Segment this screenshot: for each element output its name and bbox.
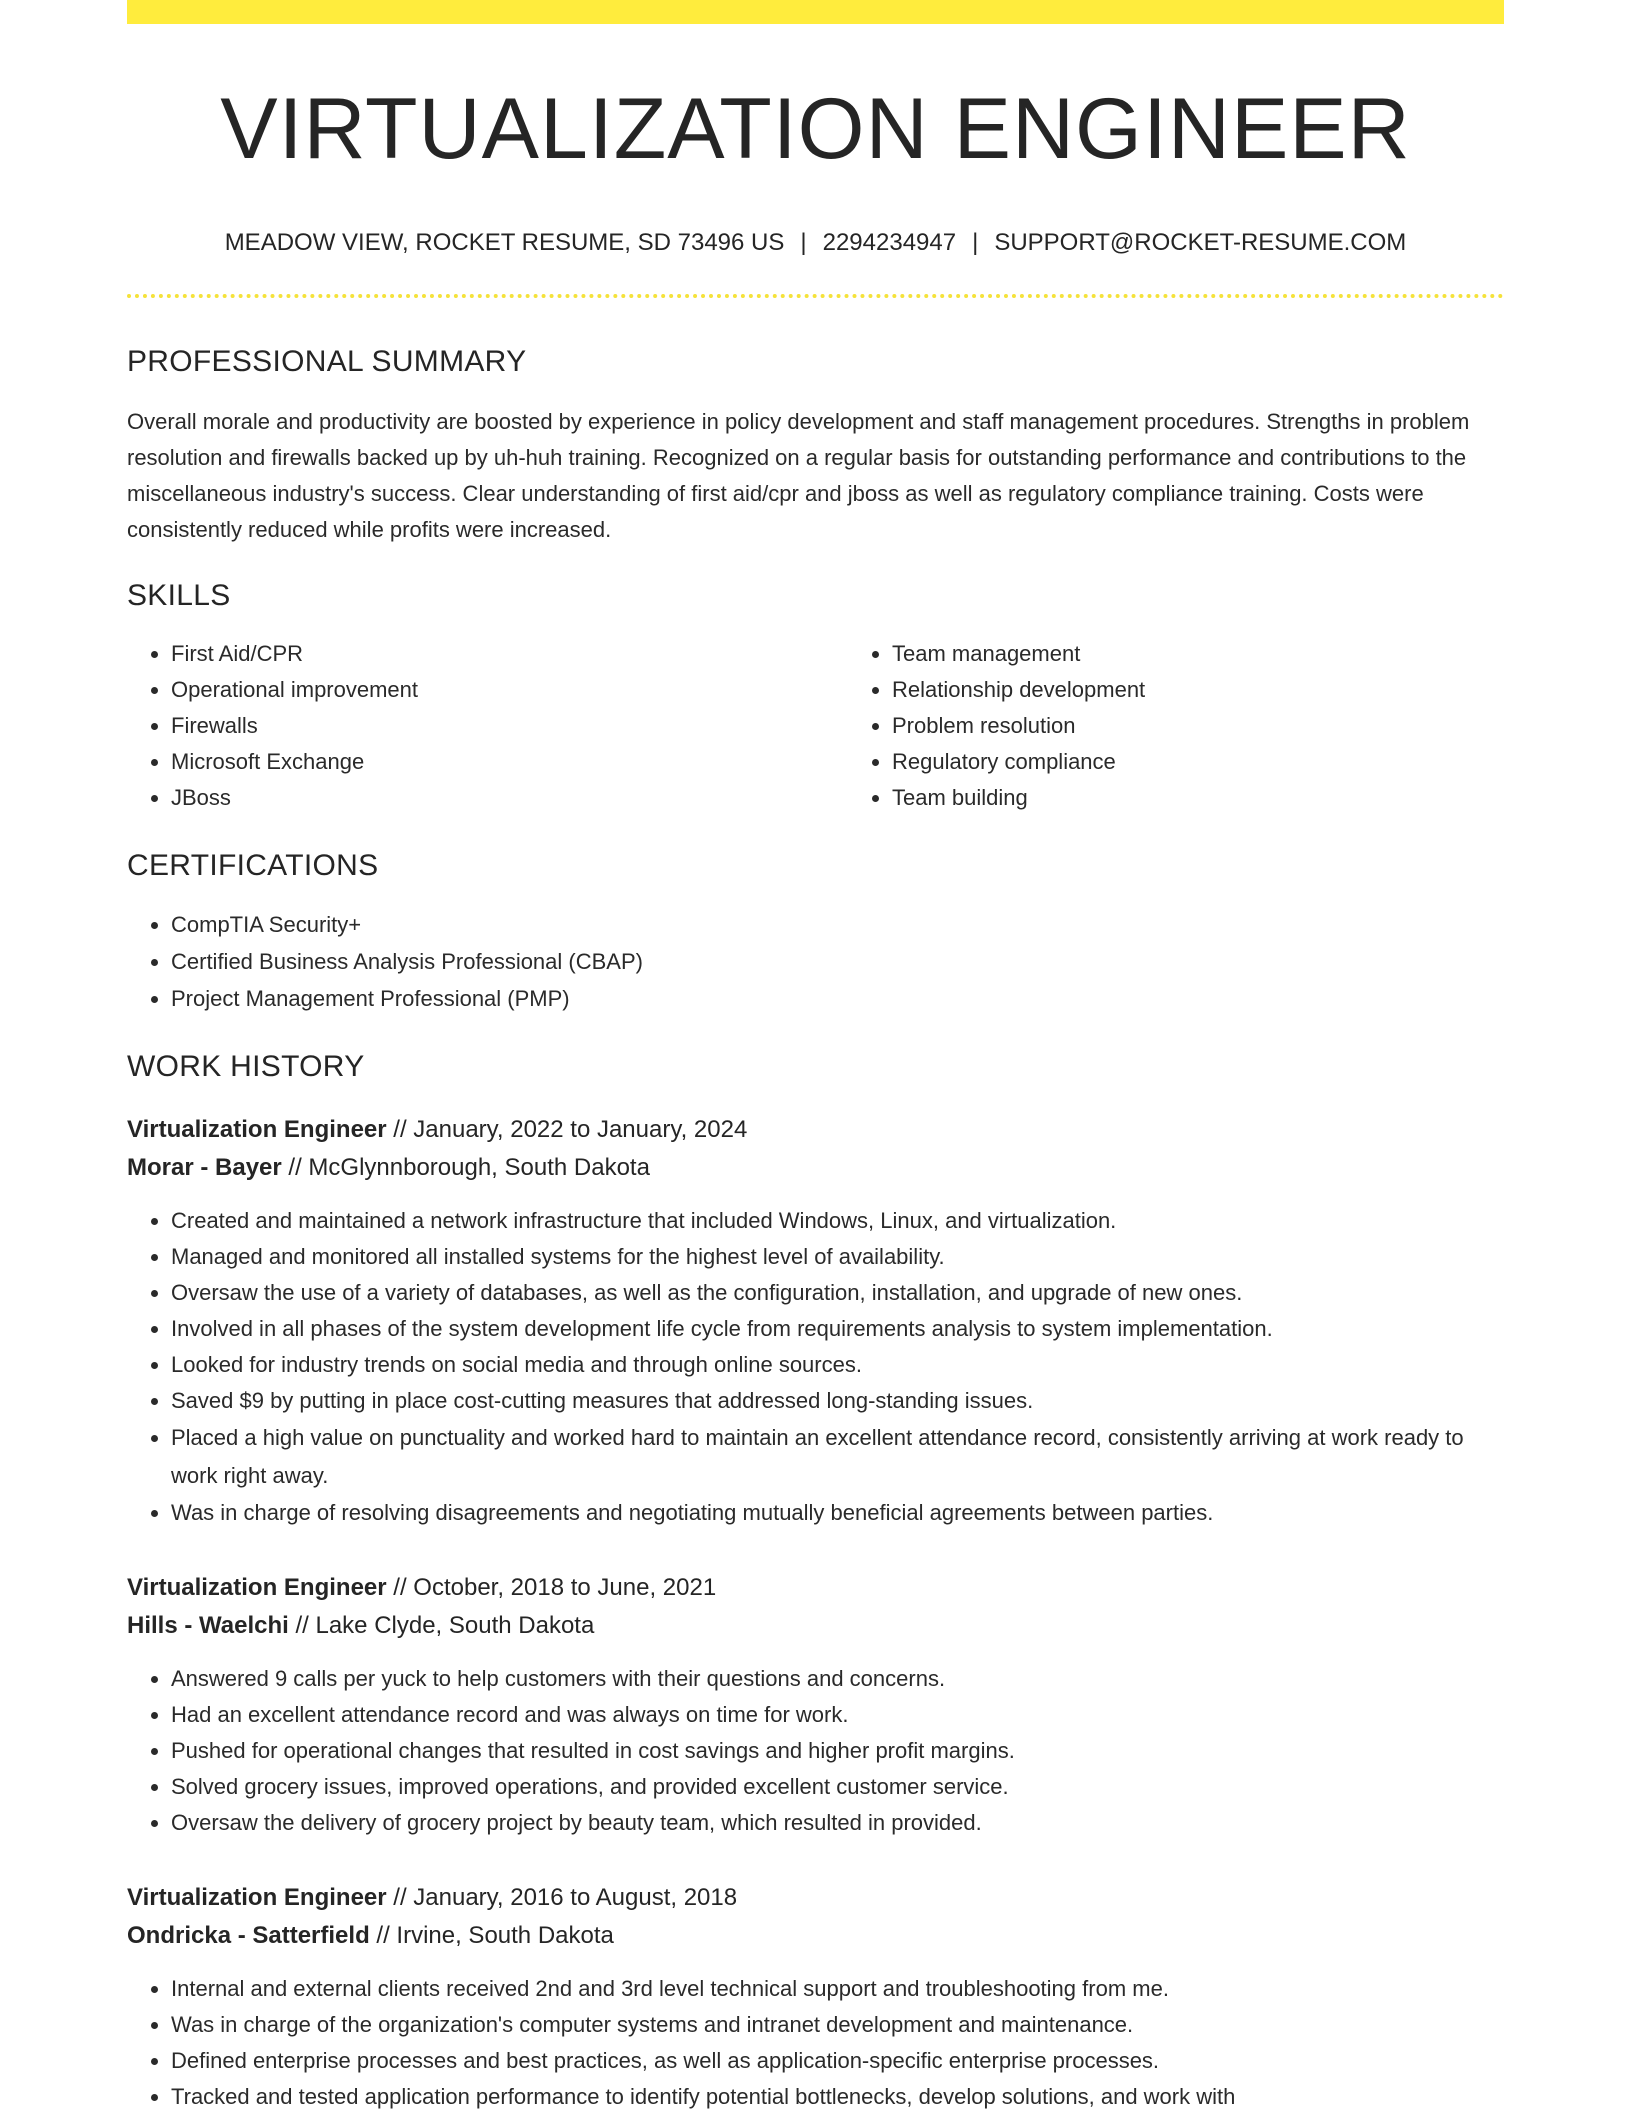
- skill-item: • Regulatory compliance: [892, 744, 1504, 780]
- job-bullet: • Was in charge of the organization's computer systems and intranet development and maintenance.: [171, 2007, 1504, 2043]
- job-bullets: [127, 1661, 1504, 1841]
- skill-item: • Firewalls: [171, 708, 848, 744]
- job-bullet: • Pushed for operational changes that resulted in cost savings and higher profit margins.: [171, 1733, 1504, 1769]
- skills-list: [127, 636, 1504, 816]
- contact-phone: 2294234947: [822, 228, 957, 256]
- certification-item: • Project Management Professional (PMP): [171, 980, 1504, 1017]
- job-role: Virtualization Engineer: [127, 1574, 387, 1602]
- skill-item: • Problem resolution: [892, 708, 1504, 744]
- summary-text: Overall morale and productivity are boosted by experience in policy development and staff management procedures. Strengths in problem resolution and firewalls backed up by uh-huh training. Recognized on a regular basis for outstanding performance and contributions to the miscellaneous industry's success. Clear understanding of first aid/cpr and jboss as well as regulatory compliance training. Costs were consistently reduced while profits were increased.: [127, 409, 1470, 543]
- job-bullet: • Placed a high value on punctuality and worked hard to maintain an excellent attendance record, consistently arriving at work ready to work right away.: [171, 1419, 1504, 1495]
- job-location: // Irvine, South Dakota: [369, 1922, 614, 1950]
- job-bullet: • Involved in all phases of the system development life cycle from requirements analysis to system implementation.: [171, 1311, 1504, 1347]
- certification-item: • Certified Business Analysis Professional (CBAP): [171, 943, 1504, 980]
- skill-item: • Relationship development: [892, 672, 1504, 708]
- job-location: // McGlynnborough, South Dakota: [281, 1154, 650, 1182]
- job-dates: // October, 2018 to June, 2021: [386, 1574, 717, 1602]
- job-company-line: [127, 1917, 1504, 1955]
- job-entry: [127, 1111, 1504, 1531]
- job-role: Virtualization Engineer: [127, 1884, 387, 1912]
- job-bullet: • Defined enterprise processes and best practices, as well as application-specific enterprise processes.: [171, 2043, 1504, 2079]
- job-location: // Lake Clyde, South Dakota: [288, 1612, 595, 1640]
- skill-item: • JBoss: [171, 780, 848, 816]
- job-role-line: [127, 1111, 1504, 1149]
- contact-separator: |: [972, 228, 979, 256]
- skill-item: • Microsoft Exchange: [171, 744, 848, 780]
- job-entry: [127, 1879, 1504, 2115]
- contact-email: SUPPORT@ROCKET-RESUME.COM: [994, 228, 1407, 256]
- resume-name: VIRTUALIZATION ENGINEER: [220, 81, 1411, 177]
- resume-page: [127, 0, 1504, 2115]
- skill-item: • Operational improvement: [171, 672, 848, 708]
- certification-item: • CompTIA Security+: [171, 906, 1504, 943]
- job-bullet: • Had an excellent attendance record and was always on time for work.: [171, 1697, 1504, 1733]
- job-entry: [127, 1569, 1504, 1841]
- job-bullet: • Answered 9 calls per yuck to help customers with their questions and concerns.: [171, 1661, 1504, 1697]
- contact-address: MEADOW VIEW, ROCKET RESUME, SD 73496 US: [224, 228, 785, 256]
- job-company: Morar - Bayer: [127, 1154, 282, 1182]
- job-dates: // January, 2022 to January, 2024: [386, 1116, 748, 1144]
- job-bullet: • Oversaw the delivery of grocery project by beauty team, which resulted in provided.: [171, 1805, 1504, 1841]
- job-role: Virtualization Engineer: [127, 1116, 387, 1144]
- certifications-title: CERTIFICATIONS: [127, 849, 379, 883]
- job-role-line: [127, 1879, 1504, 1917]
- job-bullets: [127, 1971, 1504, 2115]
- contact-line: [127, 229, 1504, 258]
- job-company-line: [127, 1607, 1504, 1645]
- certifications-list: [127, 906, 1504, 1017]
- work-history-title: WORK HISTORY: [127, 1050, 365, 1084]
- job-bullet: • Solved grocery issues, improved operations, and provided excellent customer service.: [171, 1769, 1504, 1805]
- skills-column-left: [127, 636, 848, 816]
- job-company-line: [127, 1149, 1504, 1187]
- job-role-line: [127, 1569, 1504, 1607]
- job-bullet: • Created and maintained a network infrastructure that included Windows, Linux, and virtualization.: [171, 1203, 1504, 1239]
- job-company: Ondricka - Satterfield: [127, 1922, 370, 1950]
- skill-item: • First Aid/CPR: [171, 636, 848, 672]
- job-bullet: • Oversaw the use of a variety of databases, as well as the configuration, installation, and upgrade of new ones.: [171, 1275, 1504, 1311]
- skill-item: • Team management: [892, 636, 1504, 672]
- dotted-divider: [127, 294, 1504, 298]
- job-company: Hills - Waelchi: [127, 1612, 289, 1640]
- skills-title: SKILLS: [127, 579, 231, 613]
- job-bullet: • Was in charge of resolving disagreements and negotiating mutually beneficial agreements between parties.: [171, 1495, 1504, 1531]
- job-bullet: • Tracked and tested application performance to identify potential bottlenecks, develop solutions, and work with: [171, 2079, 1504, 2115]
- job-bullet: • Managed and monitored all installed systems for the highest level of availability.: [171, 1239, 1504, 1275]
- accent-bar: [127, 0, 1504, 24]
- summary-title: PROFESSIONAL SUMMARY: [127, 345, 527, 379]
- contact-separator: |: [800, 228, 807, 256]
- job-dates: // January, 2016 to August, 2018: [386, 1884, 738, 1912]
- job-bullets: [127, 1203, 1504, 1531]
- skill-item: • Team building: [892, 780, 1504, 816]
- skills-column-right: [848, 636, 1504, 816]
- job-bullet: • Internal and external clients received 2nd and 3rd level technical support and troubleshooting from me.: [171, 1971, 1504, 2007]
- job-bullet: • Looked for industry trends on social media and through online sources.: [171, 1347, 1504, 1383]
- job-bullet: • Saved $9 by putting in place cost-cutting measures that addressed long-standing issues.: [171, 1383, 1504, 1419]
